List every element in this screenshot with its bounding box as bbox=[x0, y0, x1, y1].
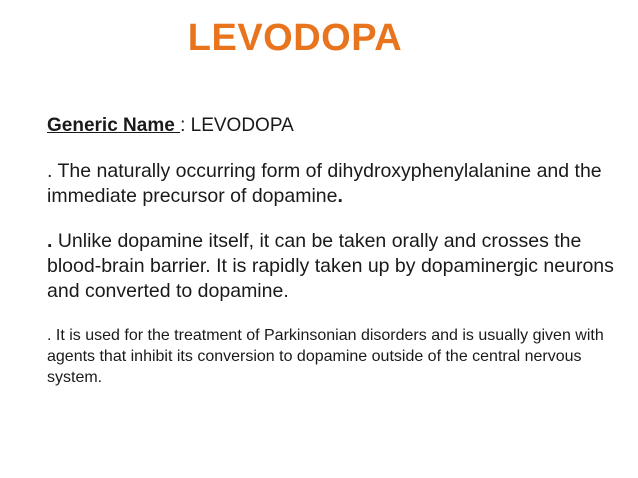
slide-body bbox=[47, 114, 627, 388]
paragraph-1-end: . bbox=[337, 185, 343, 207]
paragraph-3-bullet: . bbox=[47, 327, 52, 344]
paragraph-1 bbox=[47, 159, 627, 209]
paragraph-2-bullet: . bbox=[47, 230, 53, 252]
generic-name-separator: : bbox=[180, 115, 191, 136]
paragraph-3-text: It is used for the treatment of Parkinsonian disorders and is usually given with agents that inhibit its conversion to dopamine outside of the central nervous system. bbox=[47, 327, 604, 386]
paragraph-1-bullet: . bbox=[47, 160, 53, 182]
paragraph-3 bbox=[47, 325, 627, 388]
generic-name-label: Generic Name bbox=[47, 115, 181, 136]
generic-name-value: LEVODOPA bbox=[190, 115, 294, 136]
slide-title: LEVODOPA bbox=[187, 17, 403, 59]
paragraph-1-text: The naturally occurring form of dihydroxyphenylalanine and the immediate precursor of dopamine bbox=[47, 160, 602, 207]
paragraph-2 bbox=[47, 229, 627, 304]
paragraph-2-text: Unlike dopamine itself, it can be taken orally and crosses the blood-brain barrier. It is rapidly taken up by dopaminergic neurons and converted to dopamine. bbox=[47, 230, 614, 302]
generic-name-line bbox=[47, 114, 627, 138]
